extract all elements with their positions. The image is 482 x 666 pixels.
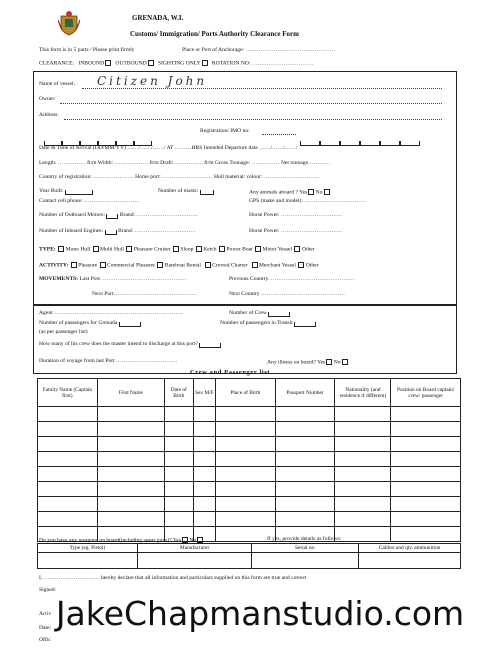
crew-table-title: Crew and Passenger list xyxy=(190,369,271,376)
voyage-duration: Duration of voyage from last Port …………………………… xyxy=(39,358,178,364)
pleasure-cruiser-checkbox[interactable] xyxy=(126,246,132,252)
weapons-no-label: No xyxy=(189,537,197,544)
coat-of-arms-icon xyxy=(58,10,80,36)
vessel-name-label: Name of vessel: xyxy=(39,81,76,87)
vessel-name-value[interactable]: Citizen John xyxy=(97,74,208,88)
type-label: TYPE: xyxy=(39,246,56,253)
multi-hull-checkbox[interactable] xyxy=(93,246,99,252)
table-row[interactable] xyxy=(38,482,461,497)
activity-option: Merchant Vessel xyxy=(258,262,296,269)
outboard-row xyxy=(39,213,198,219)
type-option: Pleasure Cruiser xyxy=(133,246,171,253)
inboard-brand: Brand: …………………………… xyxy=(117,228,197,234)
passengers-transit-label: Number of passengers in Transit xyxy=(220,320,293,326)
owner-label: Owner: xyxy=(39,96,56,102)
outboard-field[interactable] xyxy=(106,214,118,219)
passengers-transit-row xyxy=(220,321,316,327)
table-row[interactable] xyxy=(38,452,461,467)
animals-no-label: No xyxy=(315,189,323,196)
illness-no-checkbox[interactable] xyxy=(342,359,348,365)
inboard-hp: Horse Power: …………………………… xyxy=(249,228,343,234)
weapons-details: If yes, provide details as follows: xyxy=(267,536,342,542)
cell-phone-row: Contact cell phone: ………………………… xyxy=(39,198,140,204)
passengers-grenada-label: Number of passengers for Grenada xyxy=(39,320,118,326)
animals-label: Any animals aboard ? Yes xyxy=(249,189,308,196)
outboard-brand: Brand: …………………………… xyxy=(119,212,198,218)
weapons-col-calibre: Calibre and qty. ammunition xyxy=(359,544,461,553)
discharge-label: How many of his crew does the master intend to discharge at this port? xyxy=(39,341,198,347)
sighting-label: SIGHTING ONLY xyxy=(157,60,201,67)
last-port: Last Port. ……………………………………… xyxy=(79,276,187,282)
year-built-label: Year Built: xyxy=(39,188,64,194)
col-sex: Sex M/F xyxy=(193,379,216,407)
agent-line: Agent …………………………………………………………… xyxy=(39,310,183,316)
table-row[interactable] xyxy=(38,497,461,512)
table-row[interactable] xyxy=(38,422,461,437)
type-option: Motor Vessel xyxy=(262,246,293,253)
owner-field[interactable] xyxy=(60,103,442,104)
col-position: Position on Board captain/ crew/ passenger xyxy=(391,379,461,407)
weapons-question: Do you have any weapons on board(including spear guns)? Yes xyxy=(39,537,181,544)
passengers-transit-field[interactable] xyxy=(294,322,316,327)
weapons-col-manufacturer: Manufacturer xyxy=(137,544,252,553)
outbound-label: OUTBOUND xyxy=(115,60,147,67)
arrival-row: Date & Time of Arrival (DD/MM/YY) ……/……/……/ AT ………HRS Intended Departure date ……/……/……/ xyxy=(39,145,298,151)
next-port: Next Port……………………………………… xyxy=(92,291,198,297)
inboard-field[interactable] xyxy=(105,230,117,235)
merchant-vessel-checkbox[interactable] xyxy=(252,262,258,268)
registration-label: Registration/ IMO no: xyxy=(200,128,250,134)
registration-field[interactable] xyxy=(262,134,296,135)
masts-row xyxy=(158,189,214,195)
col-place-birth: Place of Birth xyxy=(216,379,276,407)
type-option: Other xyxy=(301,246,315,253)
sighting-checkbox[interactable] xyxy=(202,60,208,66)
address-label: Address: xyxy=(39,112,59,118)
weapons-col-type: Type (eg. Pistol) xyxy=(38,544,138,553)
passengers-grenada-field[interactable] xyxy=(119,322,141,327)
instructions: This form is in 5 parts / Please print firmly xyxy=(39,47,135,53)
table-row[interactable] xyxy=(38,553,461,569)
activity-label: ACTIVITY: xyxy=(39,262,69,269)
address-field[interactable] xyxy=(64,119,442,120)
masts-label: Number of masts: xyxy=(158,188,199,194)
address-segments-2[interactable] xyxy=(300,128,440,146)
activity-option: Crewed Charter xyxy=(212,262,248,269)
inbound-checkbox[interactable] xyxy=(105,60,111,66)
activity-other-checkbox[interactable] xyxy=(298,262,304,268)
inboard-row xyxy=(39,229,196,235)
activity-option: Other xyxy=(305,262,319,269)
activity-option: Commercial Pleasure xyxy=(106,262,155,269)
crew-count-field[interactable] xyxy=(268,312,290,317)
type-row xyxy=(39,246,315,253)
type-option: Multi Hull xyxy=(100,246,124,253)
previous-country: Previous Country. ……………………………………… xyxy=(229,276,355,282)
animals-no-checkbox[interactable] xyxy=(324,189,330,195)
watermark-banner xyxy=(56,587,464,639)
motor-vessel-checkbox[interactable] xyxy=(255,246,261,252)
office-label: Offic xyxy=(39,637,51,643)
type-option: Ketch xyxy=(203,246,217,253)
activity-row xyxy=(39,262,319,269)
dimensions-row: Length: …………… ft/m Width: ……………… ft/m Draft:……………. ft/m Gross Tonnage: …………… Net tonnage………… xyxy=(39,160,331,166)
passengers-grenada-row xyxy=(39,321,141,327)
illness-yes-checkbox[interactable] xyxy=(326,359,332,365)
pleasure-checkbox[interactable] xyxy=(71,262,77,268)
animals-row xyxy=(249,189,330,196)
activity-option: Bareboat Rental xyxy=(164,262,201,269)
address-segments[interactable] xyxy=(44,128,162,146)
per-list-note: (as per passenger list) xyxy=(39,329,88,335)
table-row[interactable] xyxy=(38,407,461,422)
discharge-row xyxy=(39,342,221,348)
animals-yes-checkbox[interactable] xyxy=(308,189,314,195)
vessel-details-section xyxy=(33,71,457,306)
movements-label: MOVEMENTS: xyxy=(39,276,79,282)
type-option: Mono Hull xyxy=(65,246,91,253)
outboard-label: Number of Outboard Motors: xyxy=(39,212,106,218)
clearance-row xyxy=(39,60,313,67)
illness-no-label: No xyxy=(333,359,341,366)
year-built-field[interactable] xyxy=(65,190,93,195)
illness-label: Any illness on board? Yes xyxy=(267,359,326,366)
vessel-name-line xyxy=(82,88,442,89)
type-other-checkbox[interactable] xyxy=(294,246,300,252)
outboard-hp: Horse Power: …………………………… xyxy=(249,212,343,218)
country-registration-row: Country of registration: ……………… … Home port: ……………………… Hull material/ colour: ………………………… xyxy=(39,174,320,180)
type-option: Power Boat xyxy=(226,246,253,253)
year-built-row xyxy=(39,189,93,195)
crew-passenger-table xyxy=(37,378,461,542)
rotation-label: ROTATION NO: …………………………… xyxy=(211,60,314,67)
outbound-checkbox[interactable] xyxy=(148,60,154,66)
weapons-col-serial: Serial no. xyxy=(252,544,359,553)
col-passport: Passport Number xyxy=(275,379,335,407)
crew-count-label: Number of Crew xyxy=(229,310,267,316)
crew-count-row xyxy=(229,311,290,317)
watermark-text: JakeChapmanstudio.com xyxy=(55,593,465,633)
arrival-label: Arriv xyxy=(39,611,52,617)
col-first-name: First Name xyxy=(97,379,164,407)
col-dob: Date of Birth xyxy=(165,379,193,407)
table-row[interactable] xyxy=(38,437,461,452)
illness-row xyxy=(267,359,348,366)
gps-row: GPS (make and model): …………………………… xyxy=(249,198,366,204)
ketch-checkbox[interactable] xyxy=(196,246,202,252)
power-boat-checkbox[interactable] xyxy=(219,246,225,252)
next-country: Next Country ……………………………………… xyxy=(229,291,345,297)
sloop-checkbox[interactable] xyxy=(173,246,179,252)
bareboat-rental-checkbox[interactable] xyxy=(157,262,163,268)
type-option: Sloop xyxy=(180,246,194,253)
clearance-label: CLEARANCE: xyxy=(39,60,75,67)
place-of-anchorage: Place or Port of Anchorage: ………………………………………… xyxy=(182,47,336,53)
commercial-pleasure-checkbox[interactable] xyxy=(100,262,106,268)
crewed-charter-checkbox[interactable] xyxy=(205,262,211,268)
date2-label: Date: xyxy=(39,625,52,631)
discharge-field[interactable] xyxy=(199,343,221,348)
table-row[interactable] xyxy=(38,512,461,527)
table-row[interactable] xyxy=(38,467,461,482)
weapons-table xyxy=(37,543,461,569)
declaration-text: I, ………………………… hereby declare that all information and particulars supplied on this form are true and correct xyxy=(39,575,307,581)
movements-row xyxy=(39,277,187,283)
mono-hull-checkbox[interactable] xyxy=(58,246,64,252)
activity-option: Pleasure xyxy=(78,262,98,269)
country-heading: GRENADA, W.I. xyxy=(132,14,184,22)
signed-label: Signed: xyxy=(39,587,57,593)
col-nationality: Nationality (and residence if different) xyxy=(335,379,391,407)
inbound-label: INBOUND xyxy=(78,60,105,67)
col-family-name: Family Name (Captain first) xyxy=(38,379,98,407)
masts-field[interactable] xyxy=(200,190,214,195)
inboard-label: Number of Inboard Engines: xyxy=(39,228,104,234)
form-title: Customs/ Immigration/ Ports Authority Clearance Form xyxy=(130,30,299,38)
